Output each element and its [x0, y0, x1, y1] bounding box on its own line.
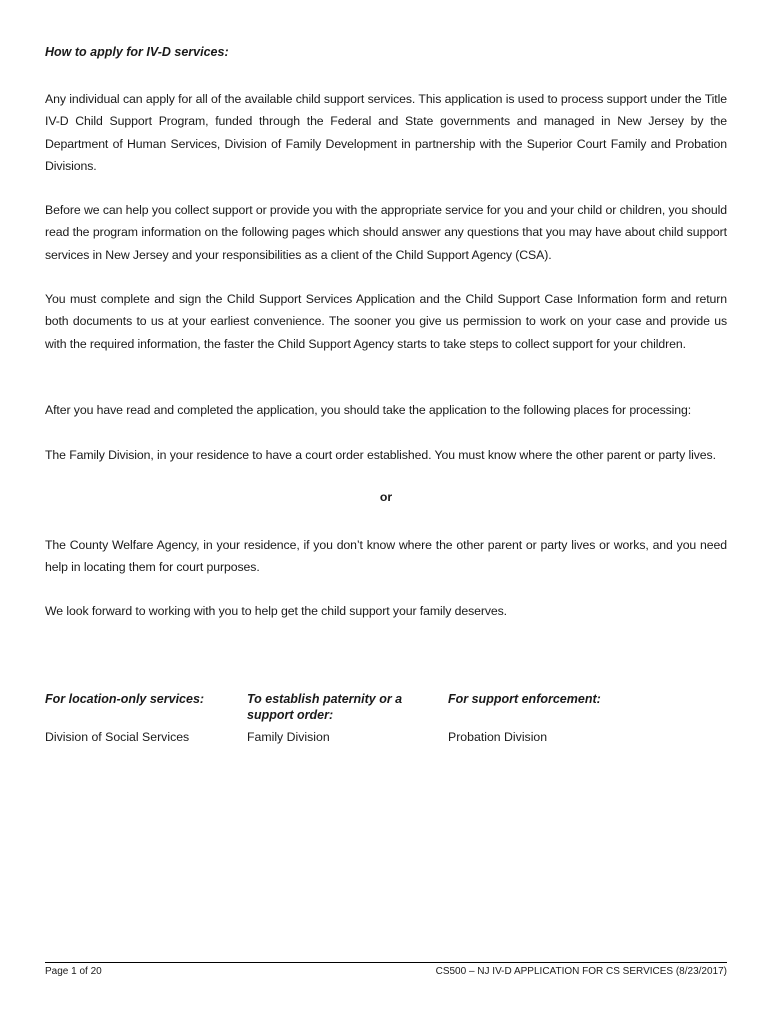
location-services-office: Division of Social Services — [45, 730, 190, 744]
application-instructions-paragraph: You must complete and sign the Child Support Services Application and the Child Support Case Information form and return both documents to us at your earliest convenience. The sooner you give us permission to work on your case and provide us with the required information, the faster the Child Support Agency starts to take steps to collect support for your children. — [45, 292, 727, 351]
county-welfare-paragraph: The County Welfare Agency, in your residence, if you don’t know where the other parent or party lives or works, and you need help in locating them for court purposes. — [45, 538, 727, 575]
footer-divider — [45, 962, 727, 963]
closing-paragraph: We look forward to working with you to help get the child support your family deserves. — [45, 604, 507, 618]
program-info-paragraph: Before we can help you collect support or provide you with the appropriate service for you and your child or children, you should read the program information on the following pages which should answer any questions that you may have about child support services in New Jersey and your responsibilities as a client of the Child Support Agency (CSA). — [45, 203, 727, 262]
processing-places-paragraph: After you have read and completed the application, you should take the application to the following places for processing: — [45, 403, 692, 417]
form-identifier: CS500 – NJ IV-D APPLICATION FOR CS SERVICES (8/23/2017) — [435, 966, 727, 977]
or-separator: or — [379, 490, 393, 504]
location-services-heading: For location-only services: — [45, 692, 205, 706]
paternity-support-heading: To establish paternity or a support order: — [247, 692, 403, 722]
document-page — [45, 0, 727, 1024]
intro-paragraph: Any individual can apply for all of the available child support services. This application is used to process support under the Title IV-D Child Support Program, funded through the Federal and State governments and managed in New Jersey by the Department of Human Services, Division of Family Development in partnership with the Superior Court Family and Probation Divisions. — [45, 92, 727, 173]
section-heading: How to apply for IV-D services: — [45, 45, 229, 59]
enforcement-heading: For support enforcement: — [448, 692, 601, 706]
page-number: Page 1 of 20 — [45, 966, 102, 977]
enforcement-office: Probation Division — [448, 730, 548, 744]
family-division-paragraph: The Family Division, in your residence to have a court order established. You must know where the other parent or party lives. — [45, 448, 716, 462]
paternity-support-office: Family Division — [247, 730, 330, 744]
